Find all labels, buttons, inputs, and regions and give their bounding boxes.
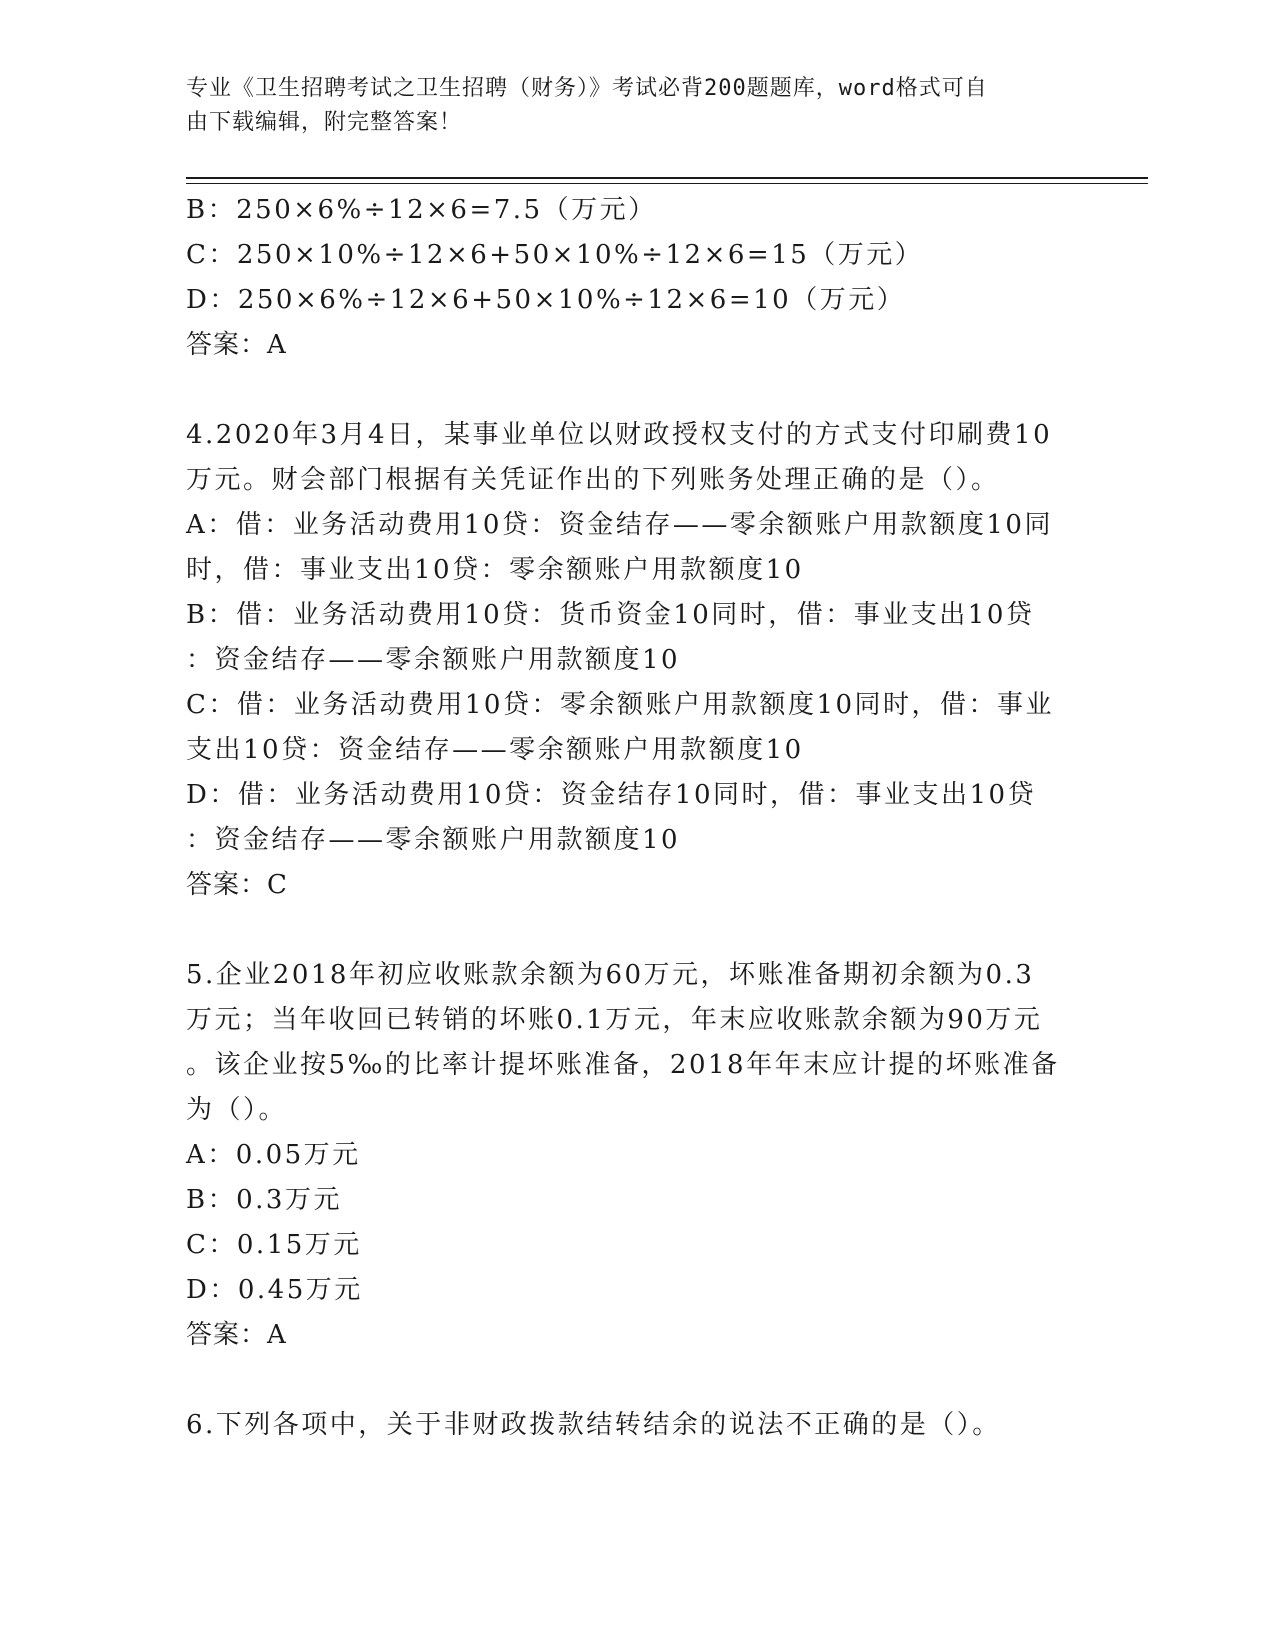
- answer: 答案：A: [186, 1320, 287, 1350]
- option-b: B：借：业务活动费用10贷：货币资金10同时，借：事业支出10贷: [186, 600, 1035, 630]
- option-c: C：借：业务活动费用10贷：零余额账户用款额度10同时，借：事业: [186, 690, 1055, 720]
- option-c-continued: 支出10贷：资金结存——零余额账户用款额度10: [186, 735, 804, 765]
- question-3-continued: [186, 188, 1086, 368]
- option-a: A：0.05万元: [186, 1140, 361, 1170]
- spacer: [186, 368, 1086, 413]
- option-a: A：借：业务活动费用10贷：资金结存——零余额账户用款额度10同: [186, 510, 1053, 540]
- option-c: C：0.15万元: [186, 1230, 362, 1260]
- option-d-continued: ：资金结存——零余额账户用款额度10: [186, 825, 681, 855]
- question-stem-line: 万元。财会部门根据有关凭证作出的下列账务处理正确的是（）。: [186, 465, 1000, 495]
- question-4: [186, 413, 1086, 908]
- question-stem-line: 6.下列各项中，关于非财政拨款结转结余的说法不正确的是（）。: [186, 1410, 1001, 1440]
- option-d: D：0.45万元: [186, 1275, 363, 1305]
- option-c: C：250×10%÷12×6+50×10%÷12×6=15（万元）: [186, 240, 924, 270]
- header-divider-thick: [186, 177, 1148, 179]
- header-line-1: 专业《卫生招聘考试之卫生招聘（财务）》考试必背200题题库，word格式可自: [186, 76, 988, 101]
- spacer: [186, 908, 1086, 953]
- answer: 答案：C: [186, 870, 288, 900]
- question-5: [186, 953, 1086, 1358]
- question-stem-line: 为（）。: [186, 1095, 288, 1125]
- question-stem-line: 4.2020年3月4日，某事业单位以财政授权支付的方式支付印刷费10: [186, 420, 1053, 450]
- question-stem-line: 5.企业2018年初应收账款余额为60万元，坏账准备期初余额为0.3: [186, 960, 1035, 990]
- option-d: D：借：业务活动费用10贷：资金结存10同时，借：事业支出10贷: [186, 780, 1037, 810]
- document-body: [186, 188, 1086, 1448]
- question-stem-line: 万元；当年收回已转销的坏账0.1万元，年末应收账款余额为90万元: [186, 1005, 1043, 1035]
- answer: 答案：A: [186, 330, 287, 360]
- option-b: B：0.3万元: [186, 1185, 342, 1215]
- header-divider-thin: [186, 183, 1148, 184]
- question-6: [186, 1403, 1086, 1448]
- option-d: D：250×6%÷12×6+50×10%÷12×6=10（万元）: [186, 285, 906, 315]
- option-b-continued: ：资金结存——零余额账户用款额度10: [186, 645, 681, 675]
- option-a-continued: 时，借：事业支出10贷：零余额账户用款额度10: [186, 555, 804, 585]
- question-stem-line: 。该企业按5‰的比率计提坏账准备，2018年年末应计提的坏账准备: [186, 1050, 1060, 1080]
- document-header: [186, 72, 1066, 140]
- spacer: [186, 1358, 1086, 1403]
- option-b: B：250×6%÷12×6=7.5（万元）: [186, 195, 657, 225]
- header-line-2: 由下载编辑，附完整答案！: [186, 110, 463, 135]
